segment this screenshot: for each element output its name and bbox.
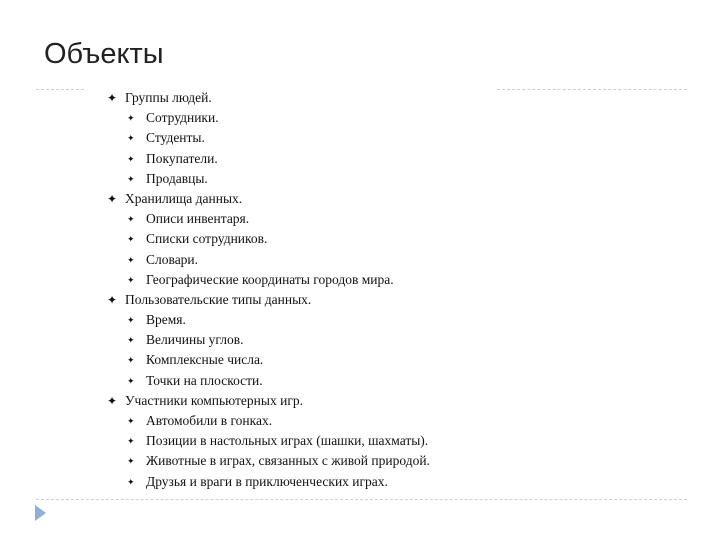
item-label: Точки на плоскости. (146, 372, 263, 388)
group-label: Пользовательские типы данных. (125, 291, 312, 307)
sub-bullet-icon: ✦ (127, 315, 135, 326)
title-rule-right (497, 89, 687, 90)
list-item (105, 250, 430, 270)
list-item (105, 431, 430, 451)
item-label: Словари. (146, 251, 199, 267)
sub-bullet-icon: ✦ (127, 113, 135, 124)
footer-rule (36, 499, 687, 500)
sub-bullet-icon: ✦ (127, 476, 135, 487)
slide-title: Объекты (44, 38, 164, 70)
bullet-icon: ✦ (107, 91, 118, 105)
sub-bullet-icon: ✦ (127, 335, 135, 346)
item-label: Описи инвентаря. (146, 211, 250, 227)
item-label: Студенты. (146, 130, 205, 146)
item-label: Автомобили в гонках. (146, 413, 273, 428)
list-group-item (105, 88, 430, 108)
group-label: Группы людей. (125, 90, 212, 105)
item-label: Списки сотрудников. (146, 231, 268, 247)
item-label: Комплексные числа. (146, 352, 264, 368)
group-label: Участники компьютерных игр. (125, 392, 303, 408)
list-item (105, 371, 430, 391)
list-item (105, 310, 430, 330)
item-label: Покупатели. (146, 150, 218, 166)
item-label: Географические координаты городов мира. (146, 271, 394, 287)
list-group-item (105, 391, 430, 411)
sub-bullet-icon: ✦ (127, 416, 135, 426)
slide-marker-icon (35, 505, 46, 521)
list-item (105, 209, 430, 229)
list-group-item (105, 290, 430, 310)
list-item (105, 451, 430, 471)
list-item (105, 169, 430, 189)
sub-bullet-icon: ✦ (127, 254, 135, 265)
list-group-item (105, 189, 430, 209)
list-item (105, 472, 430, 492)
bullet-list (105, 88, 430, 492)
sub-bullet-icon: ✦ (127, 375, 135, 386)
bullet-icon: ✦ (107, 191, 118, 206)
item-label: Время. (146, 312, 186, 328)
item-label: Сотрудники. (146, 110, 219, 126)
sub-bullet-icon: ✦ (127, 173, 135, 184)
item-label: Позиции в настольных играх (шашки, шахматы). (146, 433, 429, 449)
sub-bullet-icon: ✦ (127, 436, 135, 447)
sub-bullet-icon: ✦ (127, 274, 135, 285)
list-item (105, 108, 430, 128)
list-item (105, 229, 430, 249)
sub-bullet-icon: ✦ (127, 214, 135, 225)
bullet-icon: ✦ (107, 393, 118, 408)
list-item (105, 411, 430, 431)
sub-bullet-icon: ✦ (127, 456, 135, 467)
sub-bullet-icon: ✦ (127, 133, 135, 144)
list-item (105, 350, 430, 370)
bullet-icon: ✦ (107, 292, 118, 307)
sub-bullet-icon: ✦ (127, 234, 135, 245)
item-label: Животные в играх, связанных с живой природой. (146, 453, 430, 469)
group-label: Хранилища данных. (125, 190, 243, 206)
list-item (105, 149, 430, 169)
list-item (105, 270, 430, 290)
sub-bullet-icon: ✦ (127, 153, 135, 164)
item-label: Друзья и враги в приключенческих играх. (146, 473, 388, 489)
list-item (105, 128, 430, 148)
list-item (105, 330, 430, 350)
sub-bullet-icon: ✦ (127, 355, 135, 366)
item-label: Продавцы. (146, 170, 208, 186)
item-label: Величины углов. (146, 332, 244, 348)
title-rule-left (36, 89, 84, 90)
